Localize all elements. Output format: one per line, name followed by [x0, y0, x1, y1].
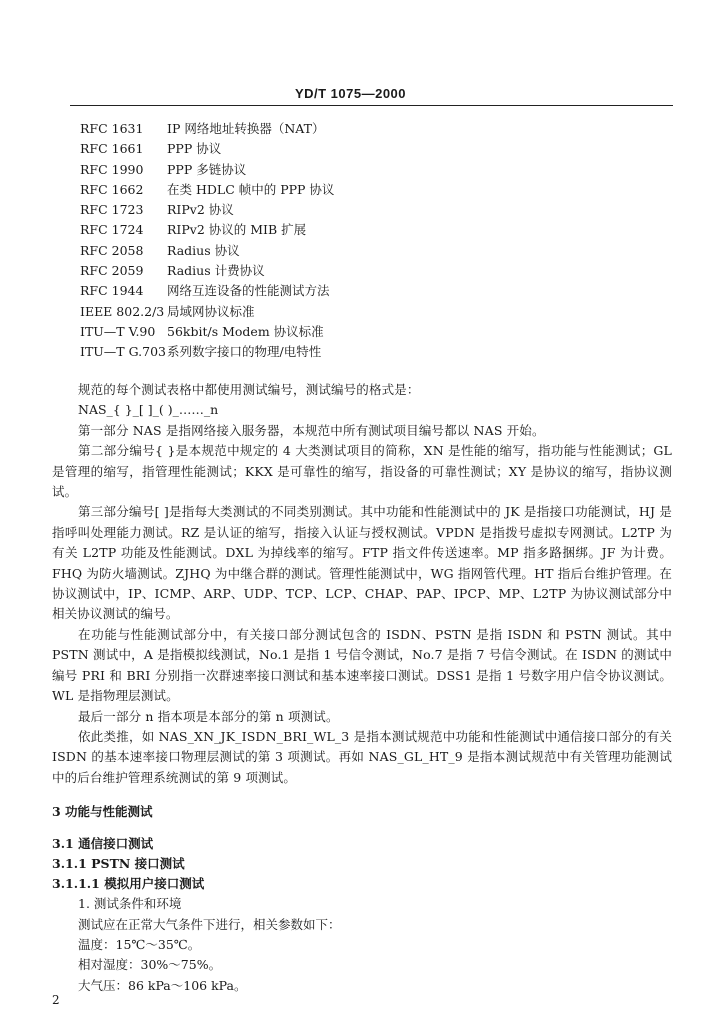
- reference-title: 系列数字接口的物理/电特性: [167, 344, 322, 360]
- reference-code: RFC 1661: [80, 141, 144, 157]
- reference-code: ITU—T V.90: [80, 323, 156, 339]
- reference-item: [80, 261, 680, 281]
- reference-code: RFC 1990: [80, 161, 144, 177]
- reference-code: RFC 2059: [80, 263, 144, 279]
- reference-code: RFC 1631: [80, 121, 144, 136]
- conditions-title: 1. 测试条件和环境: [78, 896, 182, 912]
- section-heading-3-1: 3.1 通信接口测试: [52, 836, 154, 852]
- reference-item: [80, 220, 680, 240]
- paragraph: 第三部分编号[ ]是指每大类测试的不同类别测试。其中功能和性能测试中的 JK 是指接口功能测试，HJ 是指呼叫处理能力测试。RZ 是认证的缩写，指接入认证与授权测试。VPDN 是指拨号虚拟专网测试。L2TP 为有关 L2TP 功能及性能测试。DXL 为掉线率的缩写。FTP 指文件传送速率。MP 指多路捆绑。JF 为计费。FHQ 为防火墙测试。ZJHQ 为中继合群的测试。管理性能测试中，WG 指网管代理。HT 指后台维护管理。在协议测试中，IP、ICMP、ARP、UDP、TCP、LCP、CHAP、PAP、IPCP、MP、L2TP 为协议测试部分中相关协议测试的编号。: [52, 504, 672, 622]
- reference-title: PPP 多链协议: [167, 161, 247, 177]
- reference-item: [80, 200, 680, 220]
- reference-item: [80, 281, 680, 301]
- reference-title: RIPv2 协议的 MIB 扩展: [167, 222, 307, 238]
- test-id-format: NAS_{ }_[ ]_( )_……_n: [78, 402, 219, 418]
- paragraph: 在功能与性能测试部分中，有关接口部分测试包含的 ISDN、PSTN 是指 ISDN 和 PSTN 测试。其中 PSTN 测试中，A 是指模拟线测试，No.1 是指 1 号信令测试，No.7 是指 7 号信令测试。在 ISDN 的测试中编号 PRI 和 BRI 分别指一次群速率接口测试和基本速率接口测试。DSS1 是指 1 号数字用户信令协议测试。WL 是指物理层测试。: [52, 626, 672, 704]
- condition-temperature: 温度：15℃～35℃。: [78, 936, 201, 952]
- reference-item: [80, 180, 680, 200]
- reference-list: [80, 119, 680, 363]
- reference-code: ITU—T G.703: [80, 344, 166, 360]
- conditions-intro: 测试应在正常大气条件下进行，相关参数如下：: [78, 916, 341, 932]
- paragraph: 依此类推，如 NAS_XN_JK_ISDN_BRI_WL_3 是指本测试规范中功能和性能测试中通信接口部分的有关 ISDN 的基本速率接口物理层测试的第 3 项测试。再如 NAS_GL_HT_9 是指本测试规范中有关管理功能测试中的后台维护管理系统测试的第 9 项测试。: [52, 728, 672, 785]
- reference-title: PPP 协议: [167, 141, 222, 157]
- condition-humidity: 相对湿度：30%～75%。: [78, 957, 222, 973]
- reference-code: RFC 1723: [80, 202, 144, 218]
- body-text: [52, 380, 672, 996]
- page-number: 2: [52, 993, 60, 1007]
- section-heading-3-1-1-1: 3.1.1.1 模拟用户接口测试: [52, 876, 205, 892]
- reference-title: Radius 协议: [167, 242, 240, 258]
- reference-item: [80, 241, 680, 261]
- reference-code: RFC 2058: [80, 242, 144, 258]
- header-rule: [70, 105, 673, 106]
- reference-item: [80, 139, 680, 159]
- intro-paragraph: 规范的每个测试表格中都使用测试编号，测试编号的格式是：: [78, 382, 420, 397]
- paragraph: 第一部分 NAS 是指网络接入服务器，本规范中所有测试项目编号都以 NAS 开始。: [78, 422, 545, 438]
- condition-pressure: 大气压：86 kPa～106 kPa。: [78, 977, 247, 993]
- reference-title: Radius 计费协议: [167, 263, 265, 279]
- reference-title: 在类 HDLC 帧中的 PPP 协议: [167, 181, 335, 197]
- reference-item: [80, 119, 680, 139]
- section-heading-3-1-1: 3.1.1 PSTN 接口测试: [52, 856, 185, 872]
- reference-item: [80, 342, 680, 362]
- reference-title: 局域网协议标准: [167, 303, 255, 319]
- paragraph: 最后一部分 n 指本项是本部分的第 n 项测试。: [78, 708, 339, 724]
- page-header: YD/T 1075—2000: [294, 86, 407, 101]
- reference-code: RFC 1724: [80, 222, 144, 238]
- reference-title: 56kbit/s Modem 协议标准: [167, 323, 324, 339]
- reference-code: RFC 1944: [80, 283, 144, 299]
- reference-code: RFC 1662: [80, 181, 144, 197]
- reference-title: IP 网络地址转换器（NAT）: [167, 121, 325, 136]
- reference-item: [80, 322, 680, 342]
- reference-code: IEEE 802.2/3: [80, 303, 165, 319]
- reference-title: RIPv2 协议: [167, 202, 234, 218]
- reference-item: [80, 302, 680, 322]
- reference-item: [80, 160, 680, 180]
- paragraph: 第二部分编号{ }是本规范中规定的 4 大类测试项目的简称，XN 是性能的缩写，指功能与性能测试；GL 是管理的缩写，指管理性能测试；KKX 是可靠性的缩写，指设备的可靠性测试；XY 是协议的缩写，指协议测试。: [52, 443, 672, 500]
- reference-title: 网络互连设备的性能测试方法: [167, 283, 330, 299]
- section-heading-3: 3 功能与性能测试: [52, 804, 153, 820]
